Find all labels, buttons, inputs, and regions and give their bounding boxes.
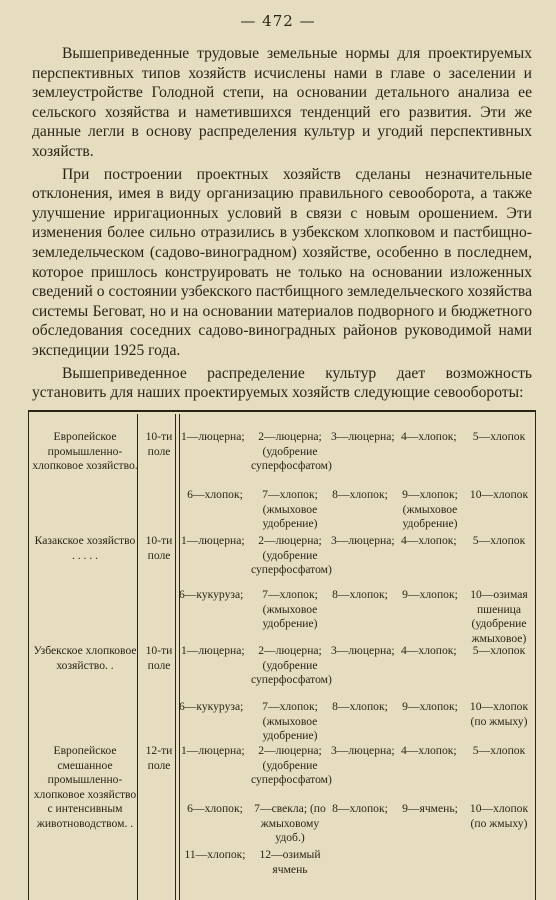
field-cell: 1—люцерна;: [181, 644, 245, 657]
field-cell: 1—люцерна;: [181, 430, 245, 443]
field-cell: 7—хлопок; (жмыховое удобрение): [262, 700, 318, 742]
field-cell: 6—кукуруза;: [179, 700, 244, 713]
field-cell: 7—хлопок; (жмыховое удобрение): [262, 488, 318, 530]
field-cell: 5—хлопок: [472, 534, 526, 547]
paragraph-3: Вышеприведенное распределение культур дает возможность установить для наших проектируемых хозяйств следующие севообороты:: [32, 364, 532, 402]
rotation-period-cell: 12-ти поле: [145, 744, 173, 772]
field-cell: 4—хлопок;: [401, 744, 457, 757]
field-cell: 8—хлопок;: [332, 588, 388, 601]
field-cell: 7—хлопок; (жмыховое удобрение): [262, 588, 318, 630]
field-cell: 2—люцерна; (удобрение суперфосфатом): [251, 534, 332, 576]
field-cell: 8—хлопок;: [332, 802, 388, 815]
field-cell: 8—хлопок;: [332, 488, 388, 501]
field-cell: 3—люцерна;: [331, 430, 395, 443]
field-cell: 6—кукуруза;: [179, 588, 244, 601]
field-cell: 3—люцерна;: [331, 744, 395, 757]
field-cell: 9—ячмень;: [402, 802, 458, 815]
field-cell: 2—люцерна; (удобрение суперфосфатом): [251, 430, 332, 472]
page-number: — 472 —: [240, 12, 316, 30]
paragraph-1: Вышеприведенные трудовые земельные нормы для проектируемых перспективных типов хозяйств исчислены нами в главе о заселении и землеустройстве Голодной степи, на основании детального анализа ее сельского хозяйства и наметившихся тенденций его развития. Эти же данные легли в основу распределения культур и угодий перспективных хозяйств.: [32, 45, 532, 160]
field-cell: 6—хлопок;: [187, 488, 243, 501]
field-cell: 7—свекла; (по жмыховому удоб.): [254, 802, 326, 844]
field-cell: 10—хлопок (по жмыху): [469, 802, 529, 830]
field-cell: 11—хлопок;: [184, 848, 246, 861]
field-cell: 12—озимый ячмень: [259, 848, 321, 876]
rotation-period-cell: 10-ти поле: [145, 430, 173, 458]
field-cell: 9—хлопок;: [402, 588, 458, 601]
field-cell: 4—хлопок;: [401, 430, 457, 443]
crop-rotation-table: [28, 410, 536, 900]
field-cell: 10—хлопок (по жмыху): [469, 700, 529, 728]
farm-type-cell: Европейское смешанное промышленно-хлопковое хозяйство с интенсивным животноводством. .: [33, 744, 137, 830]
farm-type-cell: Европейское промышленно-хлопковое хозяйство.: [32, 430, 138, 472]
field-cell: 10—озимая пшеница (удобрение жмыховое): [470, 588, 528, 645]
paragraph-2: При построении проектных хозяйств сделаны незначительные отклонения, имея в виду организацию правильного севооборота, а также улучшение ирригационных условий в связи с новым орошением. Эти изменения более сильно отразились в узбекском хлопковом и пастбищно-земледельческом (садово-виноградном) хозяйстве, особенно в последнем, которое пришлось конструировать не только на основании изложенных сведений о состоянии узбекского пастбищного земледельческого хозяйства системы Беговат, но и на основании материалов подворного и бюджетного обследования соседних садово-виноградных районов руководимой нами экспедиции 1925 года.: [32, 165, 532, 359]
farm-type-cell: Узбекское хлопковое хозяйство. .: [33, 644, 137, 672]
field-cell: 6—хлопок;: [187, 802, 243, 815]
field-cell: 4—хлопок;: [401, 534, 457, 547]
field-cell: 5—хлопок: [472, 430, 526, 443]
field-cell: 5—хлопок: [472, 644, 526, 657]
field-cell: 4—хлопок;: [401, 644, 457, 657]
field-cell: 8—хлопок;: [332, 700, 388, 713]
field-cell: 9—хлопок;: [402, 700, 458, 713]
field-cell: 1—люцерна;: [181, 744, 245, 757]
farm-type-cell: Казакское хозяйство . . . . .: [34, 534, 136, 562]
field-cell: 1—люцерна;: [181, 534, 245, 547]
field-cell: 5—хлопок: [472, 744, 526, 757]
field-cell: 3—люцерна;: [331, 644, 395, 657]
field-cell: 2—люцерна; (удобрение суперфосфатом): [251, 744, 332, 786]
rotation-period-cell: 10-ти поле: [145, 534, 173, 562]
rotation-period-cell: 10-ти поле: [145, 644, 173, 672]
field-cell: 9—хлопок; (жмыховое удобрение): [402, 488, 458, 530]
field-cell: 2—люцерна; (удобрение суперфосфатом): [251, 644, 332, 686]
body-text: [32, 44, 532, 403]
field-cell: 3—люцерна;: [331, 534, 395, 547]
field-cell: 10—хлопок: [469, 488, 529, 501]
